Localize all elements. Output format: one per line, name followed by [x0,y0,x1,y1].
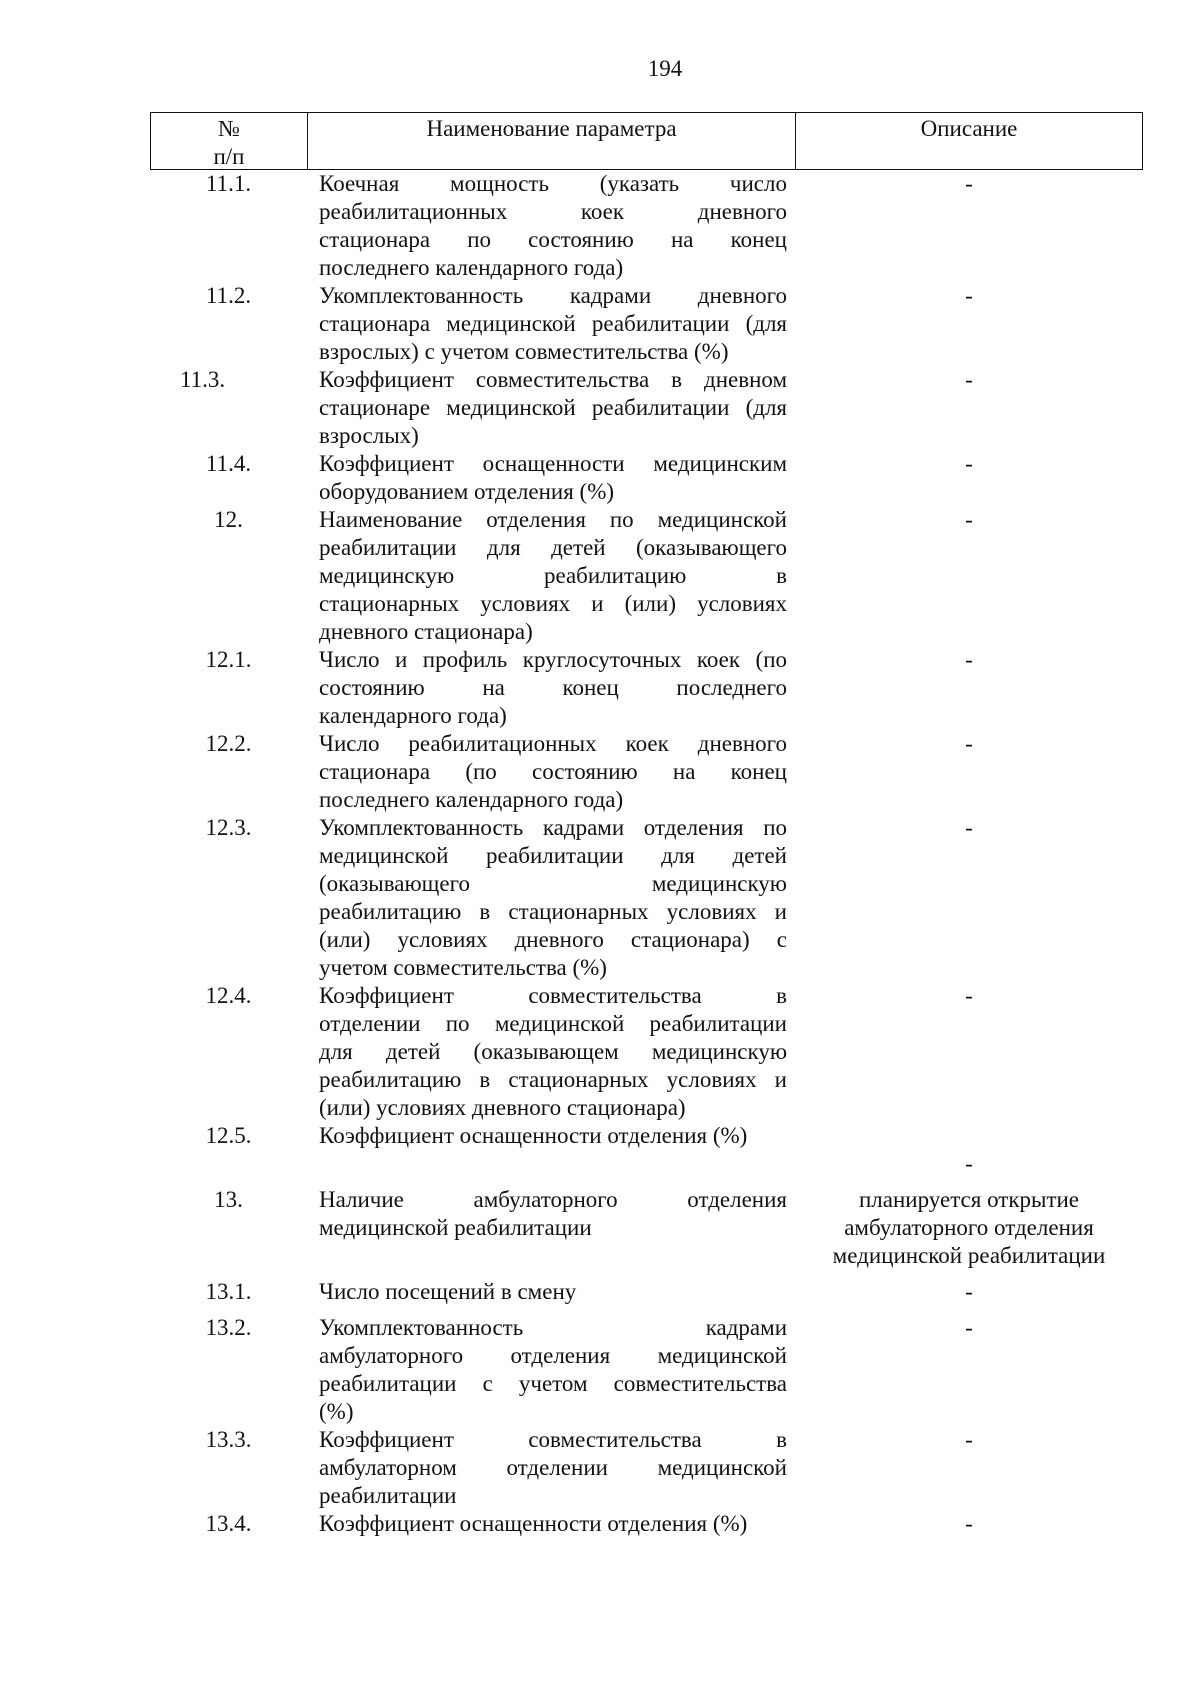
parameter-name-line: Коечная мощность (указать число [319,171,787,196]
description-line: амбулаторного отделения [844,1215,1094,1240]
table-row [150,982,1143,1122]
parameter-name-line: реабилитационных коек дневного [319,199,787,224]
row-number: 13.3. [205,1427,252,1452]
description-line: - [965,983,973,1008]
description-line: медицинской реабилитации [832,1243,1106,1268]
table-row [150,646,1143,730]
parameter-name-line: амбулаторном отделении медицинской [319,1455,787,1480]
parameter-table-body [150,170,1143,1538]
parameter-name [307,982,795,1122]
description-value [795,282,1143,366]
parameter-name-line: Число посещений в смену [319,1279,577,1304]
description-line: - [965,451,973,476]
row-number: 13.4. [205,1511,252,1536]
description-value [795,506,1143,646]
row-number: 13.1. [205,1279,252,1304]
row-number: 11.3. [180,367,226,392]
parameter-name [307,1186,795,1270]
parameter-name-line: реабилитации с учетом совместительства [319,1371,787,1396]
table-row [150,450,1143,506]
description-line: - [965,367,973,392]
parameter-name-line: Число и профиль круглосуточных коек (по [319,647,787,672]
parameter-name-line: взрослых) [319,423,419,448]
description-value [795,450,1143,506]
table-row [150,814,1143,982]
parameter-name-line: состоянию на конец последнего [319,675,787,700]
description-value [795,730,1143,814]
parameter-name [307,450,795,506]
parameter-name-line: оборудованием отделения (%) [319,479,615,504]
header-number-column [151,113,308,169]
page-number: 194 [647,56,683,81]
parameter-name [307,1278,795,1306]
parameter-name-line: стационара медицинской реабилитации (для [319,311,787,336]
parameter-name-line: взрослых) с учетом совместительства (%) [319,339,729,364]
description-line: планируется открытие [858,1187,1080,1212]
table-row [150,506,1143,646]
table-row [150,366,1143,450]
parameter-name-line: (оказывающего медицинскую [319,871,787,896]
description-value [795,814,1143,982]
parameter-name [307,646,795,730]
parameter-name-line: реабилитации для детей (оказывающего [319,535,787,560]
table-row [150,1426,1143,1510]
parameter-name [307,366,795,450]
row-number: 11.1. [205,171,252,196]
description-value [795,646,1143,730]
parameter-name-line: дневного стационара) [319,619,533,644]
table-row [150,1186,1143,1270]
description-line: - [965,171,973,196]
description-value [795,1278,1143,1306]
parameter-name [307,1314,795,1426]
row-number: 13. [214,1187,243,1212]
table-header [150,112,1143,170]
parameter-name-line: Укомплектованность кадрами дневного [319,283,787,308]
header-description: Описание [920,116,1018,141]
parameter-name [307,1122,795,1178]
parameter-name-line: медицинской реабилитации [319,1215,592,1240]
table-row [150,1314,1143,1426]
parameter-name [307,730,795,814]
description-value [795,170,1143,282]
parameter-name [307,1510,795,1538]
parameter-name-line: Наименование отделения по медицинской [319,507,787,532]
parameter-name-line: медицинскую реабилитацию в [319,563,787,588]
parameter-name-line: отделении по медицинской реабилитации [319,1011,787,1036]
description-value [795,1510,1143,1538]
parameter-name-line: стационара (по состоянию на конец [319,759,787,784]
description-line: - [965,731,973,756]
description-line: - [965,1427,973,1452]
parameter-name-line: амбулаторного отделения медицинской [319,1343,787,1368]
parameter-name-line: Коэффициент совместительства в [319,1427,787,1452]
header-parameter-name: Наименование параметра [308,113,796,169]
parameter-name-line: реабилитацию в стационарных условиях и [319,899,787,924]
row-number: 12.1. [205,647,252,672]
parameter-name-line: реабилитации [319,1483,457,1508]
parameter-name-line: стационарных условиях и (или) условиях [319,591,787,616]
table-row [150,170,1143,282]
parameter-name-line: (или) условиях дневного стационара) [319,1095,686,1120]
parameter-name-line: Коэффициент совместительства в дневном [319,367,787,392]
description-line: - [965,1279,973,1304]
row-number: 12.4. [205,983,252,1008]
row-number: 12.3. [205,815,252,840]
table-row [150,1122,1143,1178]
table-row [150,1510,1143,1538]
parameter-name-line: для детей (оказывающем медицинскую [319,1039,787,1064]
parameter-name-line: (или) условиях дневного стационара) с [319,927,787,952]
parameter-name-line: календарного года) [319,703,507,728]
table-row [150,282,1143,366]
parameter-name [307,1426,795,1510]
row-number: 12.5. [205,1123,252,1148]
description-value [795,1314,1143,1426]
parameter-name-line: стационара по состоянию на конец [319,227,787,252]
parameter-name-line: Укомплектованность кадрами [319,1315,787,1340]
parameter-name-line: Укомплектованность кадрами отделения по [319,815,787,840]
row-spacer [150,1270,1143,1278]
description-line [795,1122,1143,1150]
table-row [150,730,1143,814]
parameter-name-line: Коэффициент совместительства в [319,983,787,1008]
description-line: - [965,507,973,532]
parameter-name [307,170,795,282]
description-line: - [965,1511,973,1536]
parameter-name-line: стационаре медицинской реабилитации (для [319,395,787,420]
parameter-name-line: Коэффициент оснащенности медицинским [319,451,787,476]
description-line: - [965,1315,973,1340]
parameter-name-line: медицинской реабилитации для детей [319,843,787,868]
parameter-name-line: учетом совместительства (%) [319,955,607,980]
parameter-name [307,282,795,366]
parameter-name-line: последнего календарного года) [319,787,624,812]
row-number: 13.2. [205,1315,252,1340]
row-number: 12.2. [205,731,252,756]
description-line: - [965,815,973,840]
parameter-name [307,506,795,646]
header-number-abbrev: п/п [213,144,245,169]
parameter-name-line: Коэффициент оснащенности отделения (%) [319,1123,748,1148]
description-value [795,1186,1143,1270]
parameter-name-line: Наличие амбулаторного отделения [319,1187,787,1212]
parameter-name-line: Число реабилитационных коек дневного [319,731,787,756]
description-value [795,1426,1143,1510]
header-number-symbol: № [218,116,240,141]
description-value [795,982,1143,1122]
row-number: 11.2. [205,283,252,308]
row-spacer [150,1306,1143,1314]
parameter-name [307,814,795,982]
parameter-name-line: последнего календарного года) [319,255,624,280]
description-line: - [965,283,973,308]
description-line: - [965,1151,973,1176]
description-line: - [965,647,973,672]
row-spacer [150,1178,1143,1186]
table-row [150,1278,1143,1306]
parameter-name-line: (%) [319,1399,354,1424]
parameter-name-line: реабилитацию в стационарных условиях и [319,1067,787,1092]
parameter-name-line: Коэффициент оснащенности отделения (%) [319,1511,748,1536]
description-value [795,366,1143,450]
row-number: 12. [214,507,243,532]
row-number: 11.4. [205,451,252,476]
description-value [795,1122,1143,1178]
